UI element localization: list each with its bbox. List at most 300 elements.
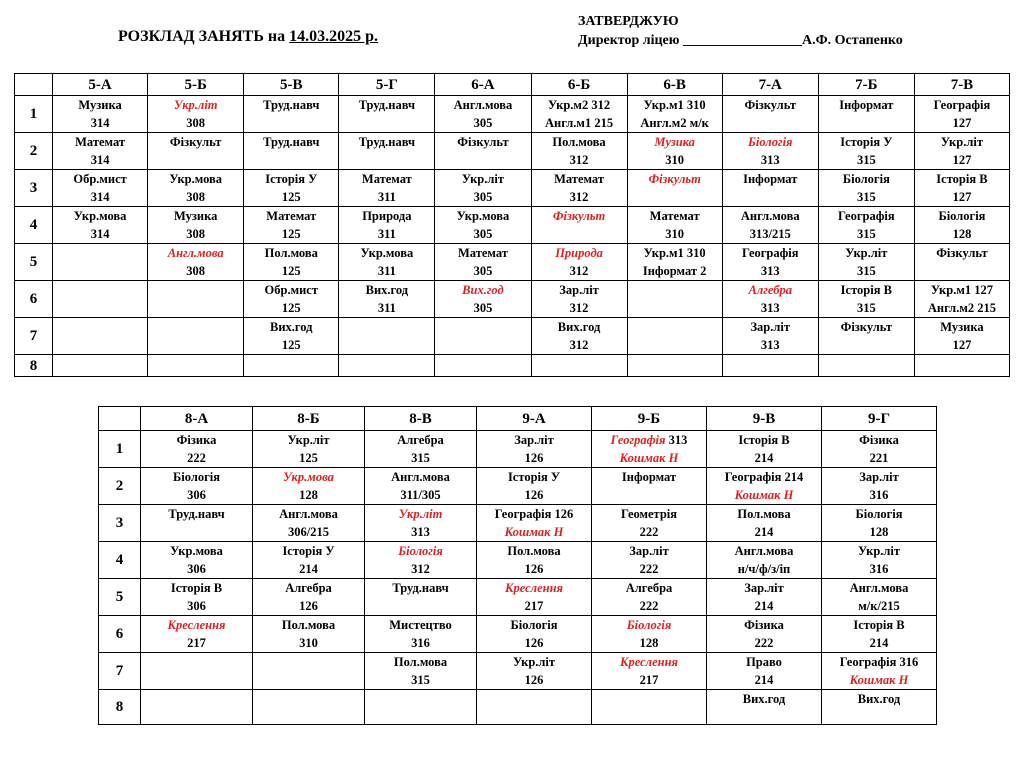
lesson-cell — [627, 207, 722, 244]
lesson-text: Креслення — [620, 655, 678, 669]
lesson-cell — [435, 281, 531, 318]
lesson-cell — [707, 690, 822, 725]
cell-line — [244, 188, 338, 206]
cell-line — [532, 318, 627, 336]
cell-line — [915, 244, 1009, 262]
cell-line — [707, 634, 821, 652]
cell-line — [723, 151, 818, 169]
lesson-cell — [435, 318, 531, 355]
cell-line — [822, 634, 936, 652]
cell-line — [592, 431, 706, 449]
cell-line — [477, 486, 591, 504]
lesson-cell — [914, 318, 1009, 355]
lesson-cell — [339, 281, 435, 318]
cell-line — [477, 560, 591, 578]
lesson-text: Історія В — [170, 581, 223, 595]
cell-line — [477, 597, 591, 615]
lesson-text: Пол.мова — [737, 507, 791, 521]
lesson-text: Біологія — [398, 544, 443, 558]
class-header: 9-Б — [592, 407, 707, 431]
lesson-row — [99, 653, 937, 690]
lesson-cell — [253, 690, 365, 725]
lesson-cell — [365, 579, 477, 616]
cell-line — [244, 207, 338, 225]
lesson-cell — [822, 505, 937, 542]
lesson-text: 128 — [639, 636, 659, 650]
lesson-text: Зар.літ — [629, 544, 669, 558]
cell-line — [339, 225, 434, 243]
cell-line — [707, 690, 821, 708]
cell-line — [339, 96, 434, 114]
lesson-text: Укр.літ — [398, 507, 443, 521]
lesson-text: Музика — [78, 98, 122, 112]
lesson-cell — [722, 133, 818, 170]
cell-line — [477, 634, 591, 652]
lesson-cell — [53, 133, 148, 170]
lesson-text: Укр.мова — [169, 172, 223, 186]
cell-line — [148, 133, 243, 151]
cell-line — [477, 431, 591, 449]
lesson-text: 305 — [473, 264, 493, 278]
cell-line — [141, 449, 252, 467]
lesson-text: Музика — [940, 320, 984, 334]
lesson-text: Вих.год — [365, 283, 409, 297]
lesson-text: 305 — [473, 227, 493, 241]
cell-line — [628, 151, 722, 169]
cell-line — [819, 318, 914, 336]
lesson-text: 308 — [186, 116, 206, 130]
lesson-cell — [435, 96, 531, 133]
lesson-cell — [244, 355, 339, 377]
cell-line — [723, 244, 818, 262]
lesson-text: 125 — [281, 264, 301, 278]
lesson-text: Біологія — [747, 135, 793, 149]
lesson-text: 308 — [186, 190, 206, 204]
cell-line — [435, 133, 530, 151]
lesson-row — [15, 207, 1010, 244]
lesson-text: Фізика — [859, 433, 899, 447]
lesson-cell — [477, 431, 592, 468]
lesson-text: Укр.літ — [857, 544, 901, 558]
lesson-text: Історія В — [936, 172, 988, 186]
lesson-row — [15, 96, 1010, 133]
cell-line — [53, 188, 147, 206]
lesson-row — [99, 690, 937, 725]
lesson-cell — [141, 653, 253, 690]
lesson-text: Біологія — [173, 470, 220, 484]
cell-line — [141, 486, 252, 504]
cell-line — [365, 449, 476, 467]
lesson-text: Укр.літ — [461, 172, 504, 186]
lesson-text: Пол.мова — [264, 246, 318, 260]
lesson-text: 222 — [754, 636, 774, 650]
class-header: 9-А — [477, 407, 592, 431]
lesson-text: Англ.мова — [734, 544, 794, 558]
cell-line — [253, 560, 364, 578]
lesson-row — [99, 579, 937, 616]
cell-line — [707, 542, 821, 560]
lesson-cell — [822, 690, 937, 725]
lesson-text: Природа — [555, 246, 603, 260]
cell-line — [477, 542, 591, 560]
lesson-text: Біологія — [842, 172, 890, 186]
lesson-text: Вих.год — [270, 320, 313, 334]
lesson-text: Фізкульт — [169, 135, 222, 149]
header-row — [99, 407, 937, 431]
lesson-text: 127 — [952, 153, 972, 167]
cell-line — [915, 225, 1009, 243]
lesson-text: Історія В — [738, 433, 790, 447]
lesson-text: 125 — [281, 338, 301, 352]
cell-line — [244, 281, 338, 299]
lesson-cell — [722, 96, 818, 133]
cell-line — [822, 468, 936, 486]
lesson-cell — [244, 170, 339, 207]
cell-line — [339, 262, 434, 280]
lesson-text: Креслення — [167, 618, 226, 632]
lesson-text: 306 — [187, 488, 206, 502]
lesson-cell — [365, 616, 477, 653]
cell-line — [915, 114, 1009, 132]
cell-line — [141, 597, 252, 615]
cell-line — [365, 431, 476, 449]
approval-signature-line: Директор ліцею _________________А.Ф. Остапенко — [578, 33, 903, 48]
lesson-text: 308 — [186, 264, 206, 278]
lesson-text: Труд.навч — [358, 98, 416, 112]
lesson-text: 312 — [569, 264, 589, 278]
schedule-table-grades-8-9 — [98, 406, 937, 725]
lesson-text: 316 — [411, 636, 430, 650]
lesson-text: Кошмак Н — [849, 673, 909, 687]
lesson-cell — [148, 318, 244, 355]
lesson-cell — [707, 468, 822, 505]
lesson-cell — [818, 355, 914, 377]
cell-line — [244, 336, 338, 354]
cell-line — [592, 616, 706, 634]
lesson-cell — [253, 616, 365, 653]
lesson-cell — [148, 281, 244, 318]
lesson-text: Укр.м1 310 — [643, 246, 706, 260]
cell-line — [365, 523, 476, 541]
lesson-cell — [339, 133, 435, 170]
lesson-text: 315 — [411, 451, 430, 465]
lesson-cell — [592, 690, 707, 725]
lesson-text: 126 — [299, 599, 318, 613]
lesson-cell — [592, 579, 707, 616]
cell-line — [915, 336, 1009, 354]
lesson-text: Пол.мова — [507, 544, 561, 558]
lesson-text: Укр.літ — [512, 655, 556, 669]
cell-line — [822, 597, 936, 615]
cell-line — [477, 653, 591, 671]
lesson-text: Обр.мист — [264, 283, 318, 297]
lesson-text: 310 — [299, 636, 318, 650]
lesson-cell — [365, 505, 477, 542]
lesson-cell — [707, 542, 822, 579]
cell-line — [822, 653, 936, 671]
lesson-text: Креслення — [505, 581, 563, 595]
approval-title: ЗАТВЕРДЖУЮ — [578, 14, 679, 29]
lesson-cell — [818, 96, 914, 133]
lesson-text: Англ.мова — [453, 98, 513, 112]
lesson-text: 214 — [754, 599, 774, 613]
cell-line — [253, 634, 364, 652]
cell-line — [532, 281, 627, 299]
cell-line — [707, 597, 821, 615]
cell-line — [435, 170, 530, 188]
lesson-text: 222 — [639, 525, 659, 539]
lesson-cell — [365, 431, 477, 468]
class-header: 6-Б — [531, 74, 627, 96]
lesson-text: 315 — [856, 227, 876, 241]
cell-line — [148, 244, 243, 262]
class-header: 7-Б — [818, 74, 914, 96]
corner-cell — [15, 74, 53, 96]
lesson-cell — [627, 244, 722, 281]
lesson-cell — [244, 207, 339, 244]
lesson-cell — [707, 579, 822, 616]
lesson-cell — [141, 579, 253, 616]
cell-line — [592, 634, 706, 652]
lesson-text: Математ — [649, 209, 700, 223]
lesson-cell — [627, 318, 722, 355]
lesson-cell — [722, 318, 818, 355]
lesson-cell — [339, 355, 435, 377]
lesson-number: 4 — [15, 207, 53, 244]
lesson-text: Англ.м2 м/к — [640, 116, 709, 130]
lesson-cell — [53, 96, 148, 133]
lesson-cell — [914, 207, 1009, 244]
lesson-text: 314 — [90, 227, 110, 241]
lesson-text: 127 — [952, 116, 972, 130]
lesson-number: 3 — [99, 505, 141, 542]
lesson-cell — [914, 96, 1009, 133]
lesson-cell — [244, 281, 339, 318]
cell-line — [723, 96, 818, 114]
cell-line — [435, 281, 530, 299]
lesson-cell — [53, 170, 148, 207]
lesson-text: Труд.навч — [263, 98, 320, 112]
lesson-cell — [531, 244, 627, 281]
lesson-cell — [531, 133, 627, 170]
cell-line — [819, 299, 914, 317]
cell-line — [592, 597, 706, 615]
lesson-text: 316 — [869, 562, 889, 576]
lesson-cell — [707, 505, 822, 542]
lesson-text: Укр.мова — [170, 544, 223, 558]
lesson-number: 7 — [15, 318, 53, 355]
lesson-cell — [53, 355, 148, 377]
lesson-cell — [818, 244, 914, 281]
lesson-text: 305 — [473, 190, 493, 204]
cell-line — [365, 634, 476, 652]
cell-line — [477, 671, 591, 689]
lesson-row — [15, 244, 1010, 281]
lesson-cell — [53, 207, 148, 244]
cell-line — [435, 225, 530, 243]
lesson-text: Біологія — [938, 209, 986, 223]
cell-line — [244, 133, 338, 151]
lesson-text: 126 — [524, 488, 544, 502]
lesson-text: 126 — [524, 451, 544, 465]
cell-line — [253, 468, 364, 486]
lesson-cell — [627, 281, 722, 318]
lesson-cell — [141, 542, 253, 579]
cell-line — [723, 281, 818, 299]
lesson-number: 6 — [99, 616, 141, 653]
lesson-number: 3 — [15, 170, 53, 207]
lesson-text: Музика — [173, 209, 218, 223]
cell-line — [365, 616, 476, 634]
lesson-text: Біологія — [510, 618, 558, 632]
lesson-cell — [818, 133, 914, 170]
lesson-cell — [914, 133, 1009, 170]
lesson-text: 214 — [869, 636, 889, 650]
cell-line — [148, 188, 243, 206]
cell-line — [532, 207, 627, 225]
lesson-text: Зар.літ — [744, 581, 784, 595]
cell-line — [477, 523, 591, 541]
approval-block — [578, 12, 903, 50]
cell-line — [244, 170, 338, 188]
lesson-text: Фізкульт — [648, 172, 701, 186]
cell-line — [822, 505, 936, 523]
lesson-text: 312 — [569, 153, 589, 167]
lesson-cell — [818, 207, 914, 244]
lesson-text: Фізкульт — [936, 246, 988, 260]
lesson-text: Інформат — [621, 470, 677, 484]
class-header: 5-Г — [339, 74, 435, 96]
cell-line — [253, 616, 364, 634]
lesson-cell — [822, 468, 937, 505]
cell-line — [244, 262, 338, 280]
lesson-text: Біологія — [855, 507, 903, 521]
lesson-text: 217 — [187, 636, 206, 650]
cell-line — [53, 114, 147, 132]
lesson-cell — [148, 355, 244, 377]
cell-line — [477, 616, 591, 634]
cell-line — [141, 560, 252, 578]
lesson-cell — [531, 318, 627, 355]
cell-line — [339, 188, 434, 206]
class-header: 5-А — [53, 74, 148, 96]
cell-line — [592, 653, 706, 671]
lesson-text: Укр.літ — [173, 98, 218, 112]
lesson-cell — [818, 318, 914, 355]
lesson-text: Математ — [266, 209, 317, 223]
title-prefix: РОЗКЛАД ЗАНЯТЬ на — [118, 28, 290, 45]
lesson-cell — [148, 96, 244, 133]
lesson-cell — [339, 96, 435, 133]
cell-line — [628, 133, 722, 151]
lesson-cell — [435, 207, 531, 244]
lesson-text: Укр.літ — [287, 433, 330, 447]
cell-line — [628, 225, 722, 243]
lesson-cell — [253, 431, 365, 468]
cell-line — [822, 616, 936, 634]
lesson-cell — [592, 431, 707, 468]
cell-line — [628, 114, 722, 132]
lesson-text: 127 — [952, 190, 972, 204]
cell-line — [141, 579, 252, 597]
lesson-cell — [253, 468, 365, 505]
lesson-text: 310 — [665, 227, 685, 241]
lesson-text: Англ.мова — [740, 209, 800, 223]
lesson-number: 8 — [99, 690, 141, 725]
cell-line — [53, 96, 147, 114]
cell-line — [707, 449, 821, 467]
lesson-text: 128 — [869, 525, 889, 539]
lesson-cell — [141, 431, 253, 468]
cell-line — [723, 336, 818, 354]
lesson-text: Зар.літ — [559, 283, 599, 297]
lesson-cell — [53, 318, 148, 355]
cell-line — [707, 486, 821, 504]
lesson-text: 313/215 — [749, 227, 791, 241]
lesson-cell — [148, 207, 244, 244]
lesson-text: Укр.мова — [360, 246, 414, 260]
cell-line — [253, 597, 364, 615]
cell-line — [628, 170, 722, 188]
lesson-cell — [592, 542, 707, 579]
lesson-text: Музика — [654, 135, 695, 149]
cell-line — [592, 505, 706, 523]
class-header: 6-А — [435, 74, 531, 96]
lesson-text: 311 — [377, 227, 396, 241]
lesson-text: 125 — [281, 227, 301, 241]
cell-line — [477, 505, 591, 523]
lesson-text: Алгебра — [285, 581, 332, 595]
cell-line — [244, 225, 338, 243]
lesson-text: 128 — [952, 227, 972, 241]
lesson-cell — [253, 542, 365, 579]
lesson-text: Географія — [741, 246, 799, 260]
class-header: 6-В — [627, 74, 722, 96]
lesson-text: Географія — [610, 433, 666, 447]
cell-line — [253, 579, 364, 597]
cell-line — [628, 244, 722, 262]
cell-line — [365, 653, 476, 671]
lesson-cell — [365, 468, 477, 505]
lesson-text: Право — [746, 655, 782, 669]
cell-line — [148, 207, 243, 225]
cell-line — [532, 336, 627, 354]
lesson-text: 308 — [186, 227, 206, 241]
cell-line — [723, 262, 818, 280]
lesson-cell — [592, 653, 707, 690]
lesson-cell — [435, 244, 531, 281]
lesson-cell — [339, 207, 435, 244]
lesson-cell — [592, 616, 707, 653]
lesson-text: Укр.м1 310 — [643, 98, 706, 112]
lesson-text: Фізкульт — [744, 98, 796, 112]
lesson-text: Інформат — [839, 98, 894, 112]
lesson-cell — [531, 355, 627, 377]
lesson-number: 8 — [15, 355, 53, 377]
cell-line — [628, 262, 722, 280]
cell-line — [915, 188, 1009, 206]
lesson-cell — [244, 133, 339, 170]
cell-line — [141, 505, 252, 523]
cell-line — [244, 318, 338, 336]
lesson-cell — [531, 96, 627, 133]
lesson-row — [15, 281, 1010, 318]
lesson-row — [15, 170, 1010, 207]
lesson-cell — [722, 355, 818, 377]
lesson-text: м/к/215 — [858, 599, 900, 613]
lesson-cell — [435, 170, 531, 207]
lesson-cell — [818, 170, 914, 207]
